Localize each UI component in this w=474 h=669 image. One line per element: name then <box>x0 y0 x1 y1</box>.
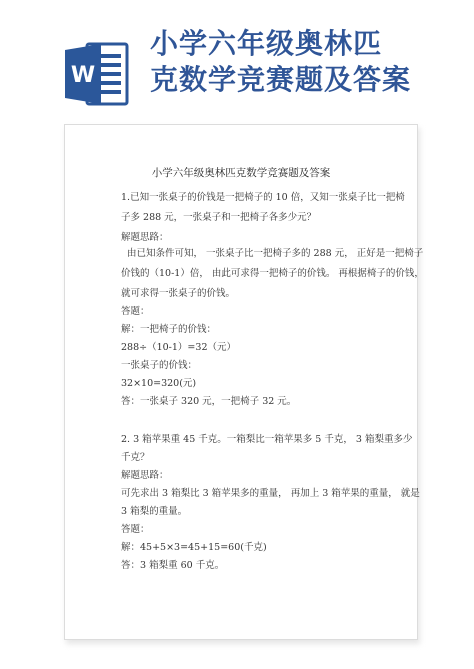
document-page <box>64 124 424 640</box>
title-line-1: 小学六年级奥林匹 <box>150 27 383 60</box>
svg-text:W: W <box>70 63 96 88</box>
text-line: 解：一把椅子的价钱： <box>121 324 217 335</box>
text-line: 子多 288 元，一张桌子和一把椅子各多少元？ <box>121 212 317 223</box>
text-line: 就可求得一张桌子的价钱。 <box>121 288 236 299</box>
text-line: 答题： <box>121 306 150 317</box>
text-line: 由已知条件可知， 一张桌子比一把椅子多的 288 元， 正好是一把椅子 <box>127 248 424 259</box>
text-line: 解题思路： <box>121 470 169 481</box>
text-line: 2. 3 箱苹果重 45 千克。一箱梨比一箱苹果多 5 千克， 3 箱梨重多少 <box>121 434 413 445</box>
text-line: 一张桌子的价钱： <box>121 360 198 371</box>
text-line: 千克？ <box>121 452 150 463</box>
text-line: 32×10=320(元) <box>121 378 197 389</box>
document-title: 小学六年级奥林匹克数学竞赛题及答案 <box>151 167 331 179</box>
text-line: 解：45+5×3=45+15=60(千克) <box>121 542 267 553</box>
title-line-2: 克数学竞赛题及答案 <box>150 63 412 96</box>
text-line: 288÷（10-1）=32（元） <box>121 342 236 353</box>
word-document-icon <box>63 40 131 108</box>
text-line: 1.已知一张桌子的价钱是一把椅子的 10 倍，又知一张桌子比一把椅 <box>121 192 405 203</box>
header <box>0 0 474 112</box>
text-line: 解题思路： <box>121 232 169 243</box>
text-line: 可先求出 3 箱梨比 3 箱苹果多的重量， 再加上 3 箱苹果的重量， 就是 <box>121 488 420 499</box>
text-line: 答：3 箱梨重 60 千克。 <box>121 560 225 571</box>
header-title <box>150 26 470 98</box>
text-line: 答：一张桌子 320 元，一把椅子 32 元。 <box>121 396 297 407</box>
text-line: 答题： <box>121 524 150 535</box>
text-line: 价钱的（10-1）倍， 由此可求得一把椅子的价钱。 再根据椅子的价钱， <box>121 268 424 279</box>
text-line: 3 箱梨的重量。 <box>121 506 188 517</box>
